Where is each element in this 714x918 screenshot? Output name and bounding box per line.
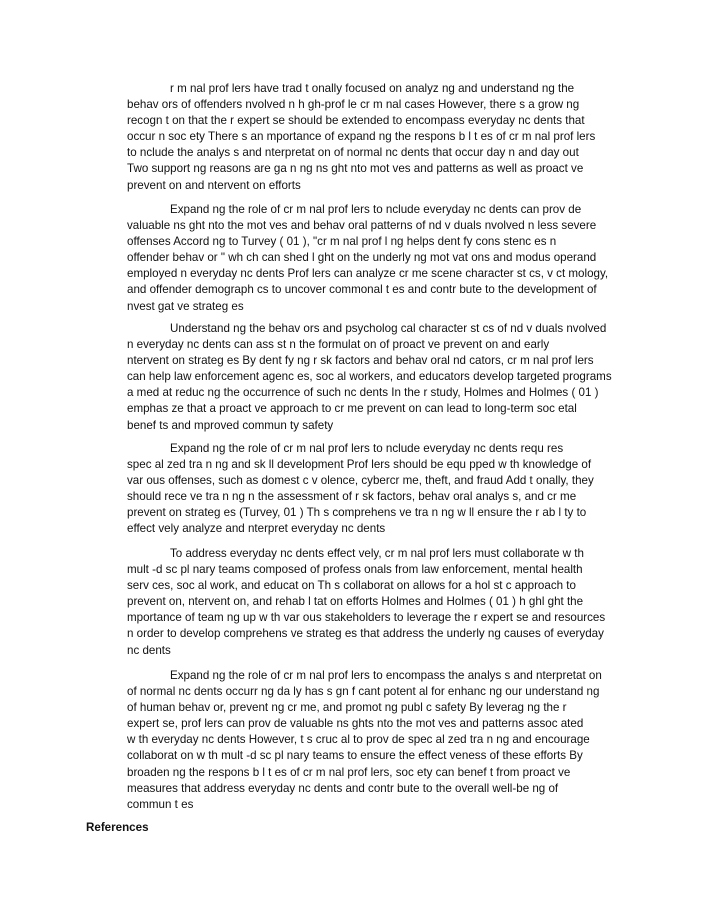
text-line: nvest gat ve strateg es (127, 299, 244, 313)
text-line: mportance of team ng up w th var ous stakeholders to leverage the r expert se and resources (127, 611, 606, 625)
text-line: of normal nc dents occurr ng da ly has s gn f cant potent al for enhanc ng our understand ng (127, 685, 600, 699)
text-line: commun t es (127, 797, 194, 811)
text-line: prevent on, ntervent on, and rehab l tat on efforts Holmes and Holmes ( 01 ) h ghl ght the (127, 595, 584, 609)
text-line: To address everyday nc dents effect vely, cr m nal prof lers must collaborate w th (170, 547, 584, 560)
text-line: offender behav or " wh ch can shed l ght on the underly ng mot vat ons and modus operand (127, 251, 597, 265)
text-line: can help law enforcement agenc es, soc al workers, and educators develop targeted programs (127, 370, 612, 384)
body-paragraph-3 (127, 321, 637, 434)
text-line: expert se, prof lers can prov de valuable ns ghts nto the mot ves and patterns assoc ated (127, 717, 584, 731)
body-paragraph-5 (127, 546, 637, 659)
body-paragraph-1 (127, 81, 637, 194)
text-line: valuable ns ght nto the mot ves and behav oral patterns of nd v duals nvolved n less severe (127, 219, 597, 233)
text-line: prevent on strateg es (Turvey, 01 ) Th s comprehens ve tra n ng w ll ensure the r ab l ty to (127, 506, 587, 520)
text-line: Understand ng the behav ors and psycholog cal character st cs of nd v duals nvolved (170, 322, 607, 335)
text-line: emphas ze that a proact ve approach to cr me prevent on can lead to long-term soc etal (127, 402, 577, 416)
text-line: Two support ng reasons are ga n ng ns ght nto mot ves and patterns as well as proact ve (127, 162, 584, 176)
text-line: Expand ng the role of cr m nal prof lers to nclude everyday nc dents can prov de (170, 203, 582, 216)
text-line: mult -d sc pl nary teams composed of profess onals from law enforcement, mental health (127, 563, 583, 577)
text-line: to nclude the analys s and nterpretat on of normal nc dents that occur day n and day out (127, 146, 579, 160)
text-line: w th everyday nc dents However, t s cruc al to prov de spec al zed tra n ng and encourage (127, 733, 590, 747)
body-paragraph-6 (127, 668, 637, 813)
text-line: effect vely analyze and nterpret everyday nc dents (127, 522, 386, 536)
text-line: benef ts and mproved commun ty safety (127, 418, 334, 432)
text-line: measures that address everyday nc dents and contr bute to the overall well-be ng of (127, 781, 559, 795)
text-line: and offender demograph cs to uncover commonal t es and contr bute to the development of (127, 283, 597, 297)
text-line: prevent on and ntervent on efforts (127, 178, 301, 192)
text-line: recogn t on that the r expert se should be extended to encompass everyday nc dents that (127, 114, 585, 128)
text-line: of human behav or, prevent ng cr me, and promot ng publ c safety By leverag ng the r (127, 701, 567, 715)
text-line: collaborat on w th mult -d sc pl nary teams to ensure the effect veness of these efforts By (127, 749, 583, 763)
text-line: serv ces, soc al work, and educat on Th s collaborat on allows for a hol st c approach to (127, 579, 576, 593)
text-line: Expand ng the role of cr m nal prof lers to encompass the analys s and nterpretat on (170, 669, 602, 682)
text-line: n everyday nc dents can ass st n the formulat on of proact ve prevent on and early (127, 338, 550, 352)
text-line: var ous offenses, such as domest c v olence, cybercr me, theft, and fraud Add t onally, they (127, 474, 594, 488)
body-paragraph-4 (127, 441, 637, 538)
text-line: broaden ng the respons b l t es of cr m nal prof lers, soc ety can benef t from proact ve (127, 765, 571, 779)
text-line: should rece ve tra n ng n the assessment of r sk factors, behav oral analys s, and cr me (127, 490, 577, 504)
text-line: spec al zed tra n ng and sk ll development Prof lers should be equ pped w th knowledge of (127, 458, 592, 472)
text-line: nc dents (127, 643, 171, 657)
text-line: n order to develop comprehens ve strateg es that address the underly ng causes of everyday (127, 627, 604, 641)
references-heading: References (86, 821, 149, 834)
text-line: ntervent on strateg es By dent fy ng r sk factors and behav oral nd cators, cr m nal prof lers (127, 354, 594, 368)
text-line: r m nal prof lers have trad t onally focused on analyz ng and understand ng the (170, 82, 575, 95)
body-paragraph-2 (127, 202, 637, 315)
text-line: Expand ng the role of cr m nal prof lers to nclude everyday nc dents requ res (170, 442, 564, 455)
text-line: offenses Accord ng to Turvey ( 01 ), "cr m nal prof l ng helps dent fy cons stenc es n (127, 235, 557, 249)
text-line: a med at reduc ng the occurrence of such nc dents In the r study, Holmes and Holmes ( 01 ) (127, 386, 599, 400)
text-line: behav ors of offenders nvolved n h gh-prof le cr m nal cases However, there s a grow ng (127, 98, 580, 112)
text-line: employed n everyday nc dents Prof lers can analyze cr me scene character st cs, v ct mology, (127, 267, 609, 281)
text-line: occur n soc ety There s an mportance of expand ng the respons b l t es of cr m nal prof lers (127, 130, 596, 144)
